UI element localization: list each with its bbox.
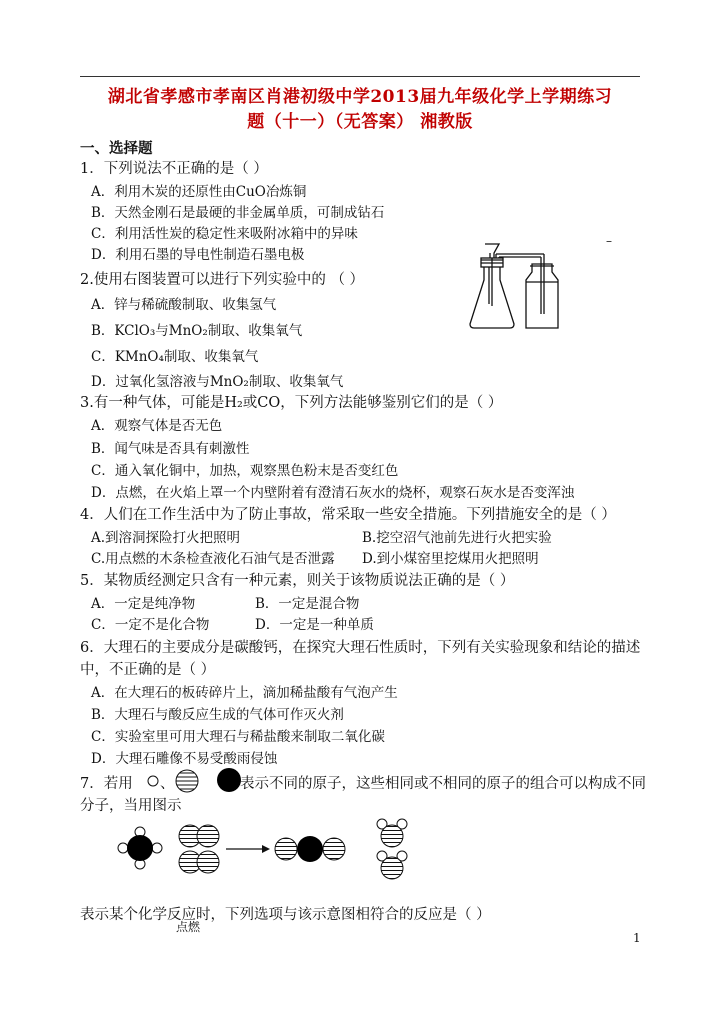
question-7-stem-c: 表示不同的原子，这些相同或不相同的原子的组合可以构成不同 — [240, 776, 646, 792]
question-4-option-d: D.到小煤窑里挖煤用火把照明 — [362, 551, 539, 567]
atom-white-icon — [146, 774, 160, 788]
question-6-stem-line2: 中，不正确的是（ ） — [80, 662, 216, 678]
question-1-option-c: C．利用活性炭的稳定性来吸附冰箱中的异味 — [91, 226, 358, 242]
question-3-option-a: A．观察气体是否无色 — [91, 418, 223, 434]
question-6-stem-line1: 6．大理石的主要成分是碳酸钙，在探究大理石性质时，下列有关实验现象和结论的描述 — [80, 640, 641, 656]
question-5-option-b: B．一定是混合物 — [255, 596, 360, 612]
atom-striped-icon — [174, 768, 200, 794]
question-5-option-c: C．一定不是化合物 — [91, 617, 210, 633]
question-3-option-d: D．点燃，在火焰上罩一个内壁附着有澄清石灰水的烧杯，观察石灰水是否变浑浊 — [91, 485, 575, 501]
question-7-stem-a: 7．若用 — [80, 776, 133, 792]
question-2-option-c: C．KMnO₄制取、收集氧气 — [91, 349, 259, 365]
question-6-option-a: A．在大理石的板砖碎片上，滴加稀盐酸有气泡产生 — [91, 685, 398, 701]
question-3-option-b: B．闻气味是否具有刺激性 — [91, 441, 250, 457]
question-7-stem-b: 、 — [160, 776, 175, 792]
product-molecule-2 — [377, 819, 407, 879]
reaction-arrow — [226, 845, 270, 853]
reaction-diagram — [110, 818, 430, 880]
question-4-option-b: B.挖空沼气池前先进行火把实验 — [362, 530, 552, 546]
section-heading: 一、选择题 — [80, 140, 153, 157]
reactant-molecule-1 — [118, 827, 162, 869]
question-4-option-c: C.用点燃的木条检查液化石油气是否泄露 — [91, 551, 335, 567]
reactant-molecule-2 — [179, 825, 219, 873]
question-2-option-d: D．过氧化氢溶液与MnO₂制取、收集氧气 — [91, 374, 344, 390]
question-4-stem: 4．人们在工作生活中为了防止事故，常采取一些安全措施。下列措施安全的是（ ） — [80, 507, 616, 523]
question-3-stem: 3.有一种气体，可能是H₂或CO，下列方法能够鉴别它们的是（ ） — [80, 395, 503, 411]
page-title-line2: 题（十一）（无答案） 湘教版 — [247, 112, 473, 132]
question-1-stem: 1．下列说法不正确的是（ ） — [80, 161, 268, 177]
stray-mark: – — [606, 234, 612, 248]
atom-black-icon — [215, 766, 243, 794]
reaction-condition: 点燃 — [176, 920, 201, 934]
question-1-option-b: B．天然金刚石是最硬的非金属单质，可制成钻石 — [91, 205, 385, 221]
question-2-option-a: A．锌与稀硫酸制取、收集氢气 — [91, 297, 277, 313]
question-5-stem: 5．某物质经测定只含有一种元素，则关于该物质说法正确的是（ ） — [80, 573, 515, 589]
question-6-option-c: C．实验室里可用大理石与稀盐酸来制取二氧化碳 — [91, 729, 385, 745]
question-6-option-d: D．大理石雕像不易受酸雨侵蚀 — [91, 751, 278, 767]
page-number: 1 — [633, 931, 641, 945]
question-2-stem: 2.使用右图装置可以进行下列实验中的 （ ） — [80, 272, 365, 288]
question-5-option-a: A．一定是纯净物 — [91, 596, 196, 612]
question-2-option-b: B．KClO₃与MnO₂制取、收集氧气 — [91, 323, 303, 339]
question-3-option-c: C．通入氧化铜中，加热，观察黑色粉末是否变红色 — [91, 463, 399, 479]
question-1-option-a: A．利用木炭的还原性由CuO冶炼铜 — [91, 184, 307, 200]
header-rule — [80, 76, 640, 77]
product-molecule-1 — [275, 836, 345, 862]
page-title-line1: 湖北省孝感市孝南区肖港初级中学2013届九年级化学上学期练习 — [107, 87, 613, 107]
question-7-stem-line2: 分子，当用图示 — [80, 798, 182, 814]
gas-apparatus-illustration — [466, 244, 566, 334]
question-4-option-a: A.到溶洞探险打火把照明 — [91, 530, 241, 546]
question-1-option-d: D．利用石墨的导电性制造石墨电极 — [91, 247, 305, 263]
question-6-option-b: B．大理石与酸反应生成的气体可作灭火剂 — [91, 707, 344, 723]
question-5-option-d: D．一定是一种单质 — [255, 617, 374, 633]
question-7-stem-line3: 表示某个化学反应时，下列选项与该示意图相符合的反应是（ ） — [80, 907, 491, 923]
